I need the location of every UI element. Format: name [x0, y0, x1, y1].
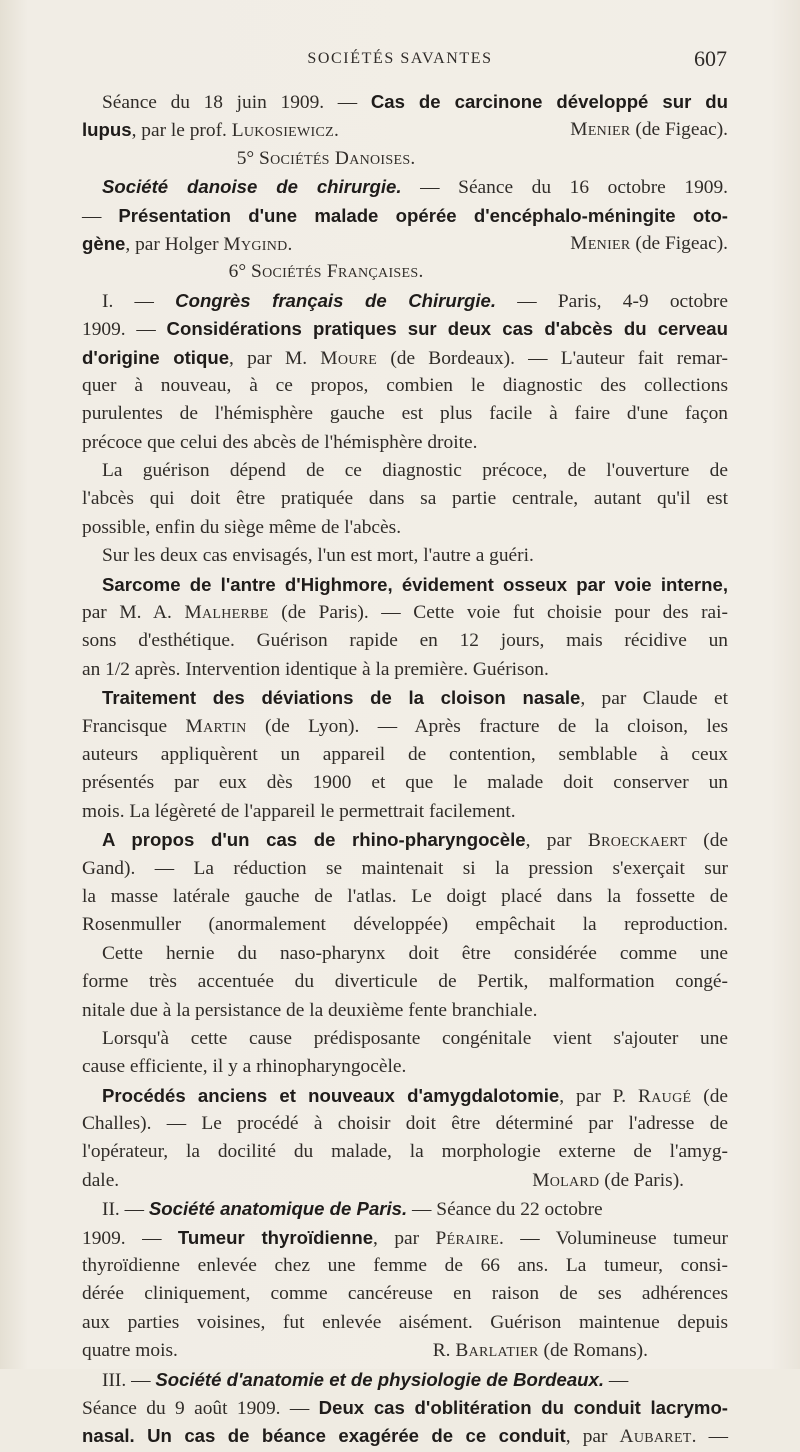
line-text: 1909. —: [82, 319, 167, 341]
author-name: Aubaret: [619, 1426, 692, 1448]
text-line: [82, 230, 728, 258]
text-line: [82, 1394, 728, 1422]
text-line: possible, enfin du siège même de l'abcès.: [82, 516, 402, 538]
line-text: quatre mois.: [82, 1340, 178, 1362]
line-text: — Paris, 4-9 octobre: [496, 290, 728, 312]
section-number: 5°: [236, 147, 260, 169]
reviewer-name: Menier: [570, 232, 631, 254]
text-line: aux parties voisines, fut enlevée aisément. Guérison maintenue depuis: [82, 1311, 728, 1333]
reviewer-signature: [570, 116, 728, 144]
line-text: . —: [691, 1426, 728, 1448]
text-line: dérée cliniquement, comme cancéreuse en raison de ses adhérences: [82, 1283, 728, 1305]
article-title: Sarcome de l'antre d'Highmore, évidement osseux par voie interne,: [102, 573, 728, 595]
line-text: II. —: [102, 1199, 149, 1221]
text-line: La guérison dépend de ce diagnostic précoce, de l'ouverture de: [102, 460, 728, 482]
text-line: an 1/2 après. Intervention identique à la première. Guérison.: [82, 658, 549, 680]
text-line: [82, 116, 728, 144]
text-line: [82, 344, 728, 372]
line-text: Séance du 9 août 1909. —: [82, 1397, 319, 1419]
line-text: , par M.: [229, 347, 321, 369]
text-line: [82, 826, 728, 854]
line-text: Francisque: [82, 715, 186, 737]
article-title: nasal. Un cas de béance exagérée de ce conduit: [82, 1425, 566, 1447]
text-line: [82, 1366, 728, 1394]
line-text: — Séance du 16 octobre 1909.: [401, 177, 729, 199]
line-text: (de: [686, 830, 728, 852]
reviewer-place: (de Romans).: [538, 1340, 648, 1362]
line-text: , par: [565, 1426, 620, 1448]
society-name: Société d'anatomie et de physiologie de Bordeaux.: [155, 1368, 605, 1390]
page-number: 607: [694, 46, 727, 71]
author-name: Malherbe: [184, 602, 269, 624]
reviewer-name: Menier: [570, 119, 631, 141]
article-title: Présentation d'une malade opérée d'encéphalo-méningite oto-: [118, 204, 728, 226]
society-name: Société danoise de chirurgie.: [102, 176, 402, 198]
text-line: [82, 1082, 728, 1110]
text-line: [82, 599, 728, 627]
reviewer-signature: [532, 1167, 684, 1195]
reviewer-initial: R.: [432, 1340, 456, 1362]
article-title: d'origine otique: [82, 346, 230, 368]
article-title: gène: [82, 232, 126, 254]
line-text: , par P.: [559, 1085, 639, 1107]
author-name: Raugé: [638, 1085, 692, 1107]
line-text: . — Volumineuse tumeur: [498, 1227, 728, 1249]
section-title: Sociétés Françaises.: [250, 261, 424, 283]
text-line: [82, 1195, 728, 1223]
text-line: [82, 287, 728, 315]
author-name: Mygind.: [223, 233, 293, 255]
text-line: [82, 1224, 728, 1252]
reviewer-place: (de Paris).: [599, 1169, 684, 1191]
text-line: [82, 88, 728, 116]
line-text: , par Holger: [125, 233, 224, 255]
text-line: l'abcès qui doit être pratiquée dans sa partie centrale, autant qu'il est: [82, 488, 728, 510]
author-name: Broeckaert: [587, 830, 687, 852]
text-line: nitale due à la persistance de la deuxième fente branchiale.: [82, 999, 538, 1021]
text-line: sons d'esthétique. Guérison rapide en 12 jours, mais récidive un: [82, 630, 728, 652]
text-line: Challes). — Le procédé à choisir doit être déterminé par l'adresse de: [82, 1113, 728, 1135]
line-text: (de Lyon). — Après fracture de la cloison, les: [246, 715, 728, 737]
line-text: I. —: [102, 290, 176, 312]
text-line: [82, 713, 728, 741]
author-name: Martin: [185, 715, 247, 737]
text-line: l'opérateur, la docilité du malade, la morphologie externe de l'amyg-: [82, 1141, 728, 1163]
text-line: forme très accentuée du diverticule de Pertik, malformation congé-: [82, 971, 728, 993]
author-name: Moure: [320, 347, 378, 369]
text-line: [82, 173, 728, 201]
article-title: Cas de carcinone développé sur du: [370, 91, 728, 112]
reviewer-signature: [433, 1337, 648, 1365]
section-heading: [82, 258, 728, 286]
line-text: (de Bordeaux). — L'auteur fait remar-: [377, 347, 728, 369]
text-line: présentés par eux dès 1900 et que le malade doit conserver un: [82, 772, 728, 794]
author-name: Lukosiewicz.: [231, 120, 340, 142]
text-line: purulentes de l'hémisphère gauche est plus facile à faire d'une façon: [82, 403, 728, 425]
line-text: — Séance du 22 octobre: [407, 1199, 603, 1221]
text-line: [82, 684, 728, 712]
line-text: Séance du 18 juin 1909. —: [102, 92, 371, 113]
article-title: A propos d'un cas de rhino-pharyngocèle: [102, 829, 526, 851]
page-body: [82, 88, 728, 1451]
line-text: dale.: [82, 1169, 120, 1191]
text-line: Gand). — La réduction se maintenait si la pression s'exerçait sur: [82, 857, 728, 879]
section-title: Sociétés Danoises.: [259, 147, 416, 169]
line-text: , par: [525, 830, 588, 852]
line-text: , par le prof.: [131, 120, 232, 142]
society-name: Congrès français de Chirurgie.: [175, 289, 497, 311]
text-line: [82, 202, 728, 230]
line-text: , par Claude et: [580, 688, 728, 710]
text-line: [82, 1167, 728, 1195]
article-title: Considérations pratiques sur deux cas d'abcès du cerveau: [166, 318, 729, 340]
text-line: Cette hernie du naso-pharynx doit être considérée comme une: [102, 942, 728, 964]
text-line: [82, 1422, 728, 1450]
running-header: SOCIÉTÉS SAVANTES: [307, 50, 493, 67]
reviewer-name: Barlatier: [455, 1340, 539, 1362]
article-title: Deux cas d'oblitération du conduit lacrymo-: [318, 1396, 729, 1418]
article-title: lupus: [82, 119, 132, 141]
text-line: [82, 315, 728, 343]
reviewer-signature: [570, 230, 728, 258]
text-line: Lorsqu'à cette cause prédisposante congénitale vient s'ajouter une: [102, 1027, 728, 1049]
line-text: , par: [373, 1227, 436, 1249]
text-line: Sur les deux cas envisagés, l'un est mort, l'autre a guéri.: [102, 545, 534, 567]
text-line: la masse latérale gauche de l'atlas. Le doigt placé dans la fossette de: [82, 885, 728, 907]
author-name: Péraire: [435, 1227, 499, 1249]
line-text: III. —: [102, 1369, 156, 1391]
article-title: Procédés anciens et nouveaux d'amygdalotomie: [102, 1084, 560, 1106]
reviewer-place: (de Figeac).: [630, 232, 728, 254]
section-heading: [82, 145, 728, 173]
text-line: Rosenmuller (anormalement développée) empêchait la reproduction.: [82, 914, 728, 936]
text-line: auteurs appliquèrent un appareil de contention, semblable à ceux: [82, 743, 728, 765]
text-line: [82, 1337, 728, 1365]
text-line: quer à nouveau, à ce propos, combien le diagnostic des collections: [82, 374, 728, 396]
text-line: cause efficiente, il y a rhinopharyngocèle.: [82, 1056, 407, 1078]
society-name: Société anatomique de Paris.: [148, 1198, 408, 1220]
article-title: Tumeur thyroïdienne: [177, 1226, 374, 1248]
line-text: —: [82, 205, 119, 227]
line-text: par M. A.: [82, 602, 185, 624]
text-line: thyroïdienne enlevée chez une femme de 66 ans. La tumeur, consi-: [82, 1255, 728, 1277]
text-line: mois. La légèreté de l'appareil le permettrait facilement.: [82, 800, 516, 822]
line-text: (de: [691, 1085, 729, 1107]
article-title: Traitement des déviations de la cloison nasale: [102, 687, 581, 709]
reviewer-name: Molard: [532, 1169, 600, 1191]
line-text: (de Paris). — Cette voie fut choisie pour des rai-: [268, 602, 728, 624]
line-text: 1909. —: [82, 1227, 178, 1249]
text-line: précoce que celui des abcès de l'hémisphère droite.: [82, 431, 478, 453]
text-line: [82, 571, 728, 599]
section-number: 6°: [228, 261, 251, 283]
line-text: —: [604, 1369, 629, 1391]
reviewer-place: (de Figeac).: [630, 119, 728, 141]
